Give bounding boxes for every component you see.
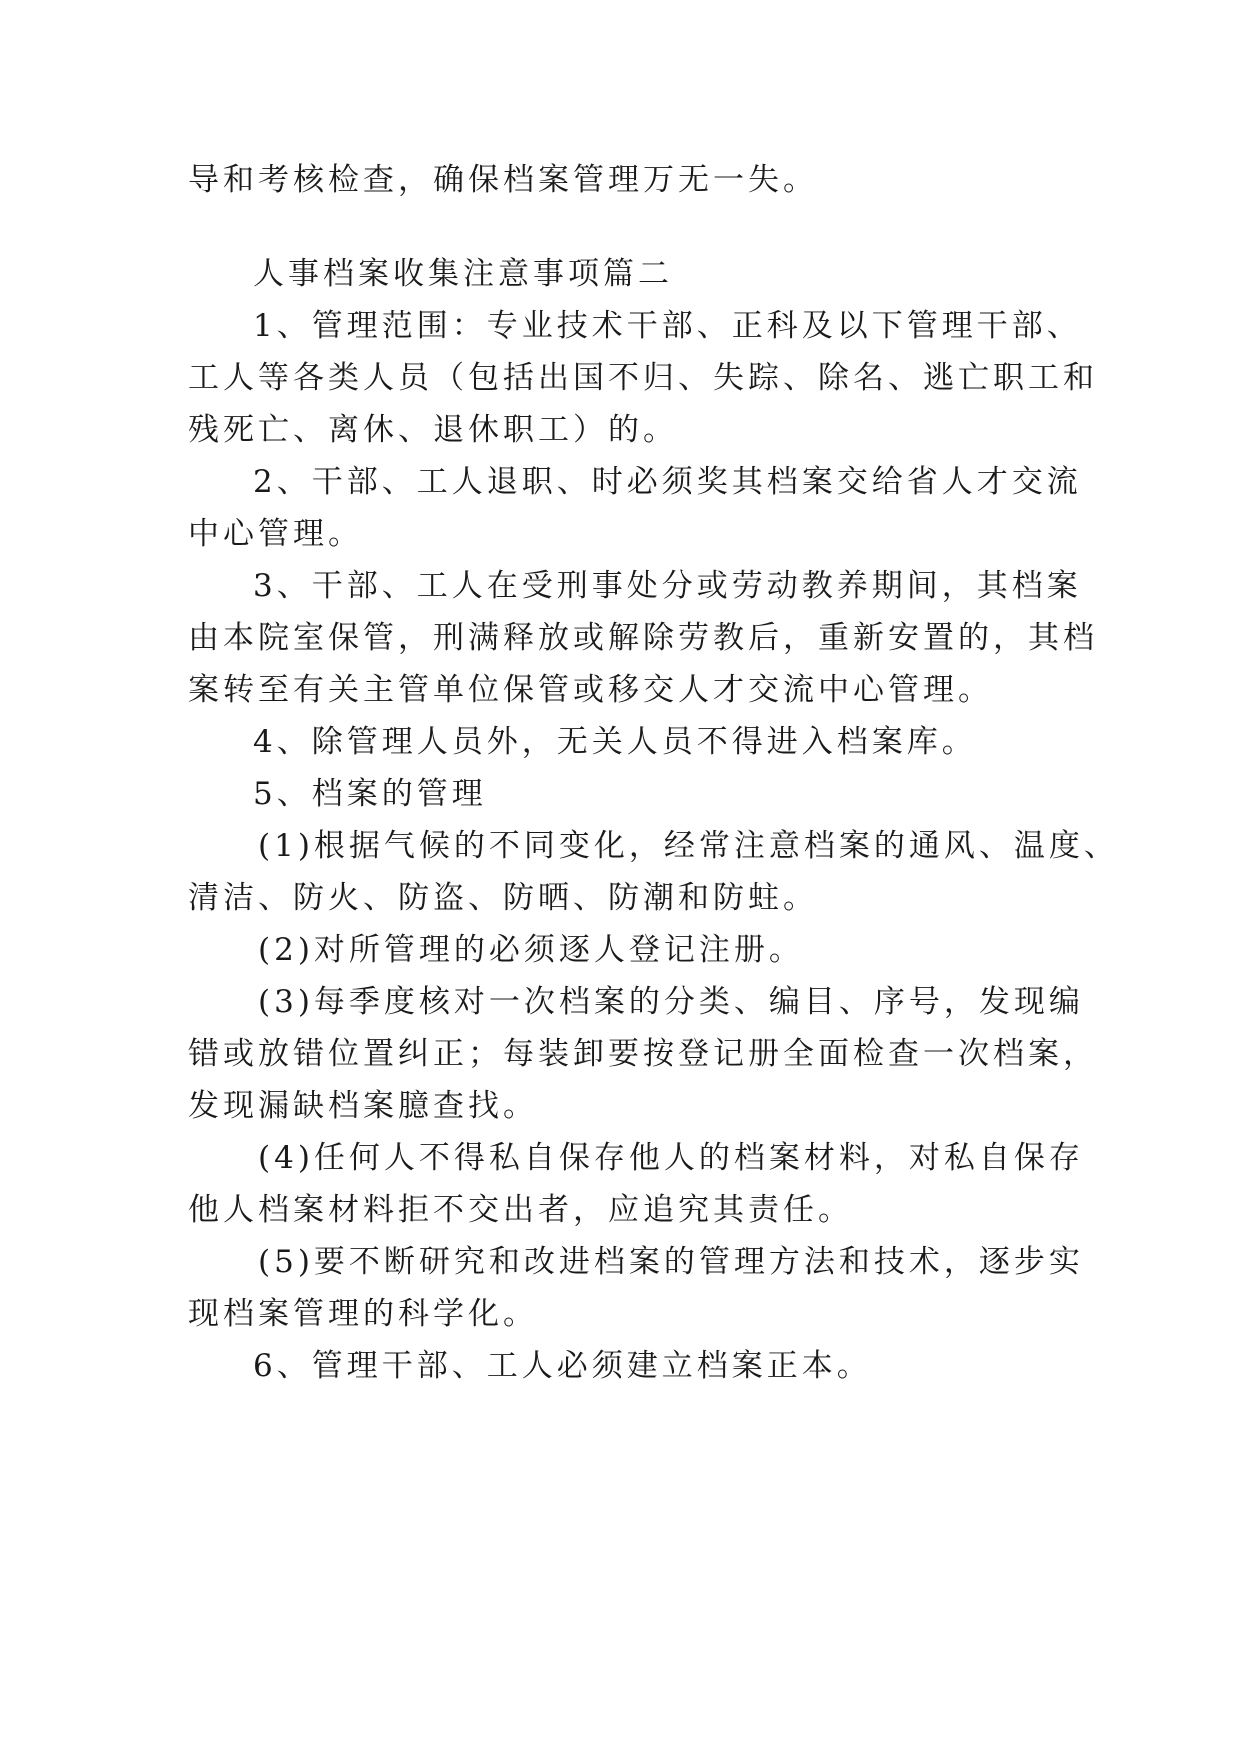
item-1-line-3: 残死亡、离休、退休职工）的。	[188, 412, 678, 448]
item-1-line-2: 工人等各类人员（包括出国不归、失踪、除名、逃亡职工和	[188, 360, 1098, 396]
subitem-5-line-2: 现档案管理的科学化。	[188, 1296, 538, 1332]
item-3-line-2: 由本院室保管，刑满释放或解除劳教后，重新安置的，其档	[188, 620, 1098, 656]
paragraph-continuation: 导和考核检查，确保档案管理万无一失。	[188, 162, 818, 198]
subitem-1-line-1: (1)根据气候的不同变化，经常注意档案的通风、温度、	[258, 828, 1119, 864]
item-3-line-3: 案转至有关主管单位保管或移交人才交流中心管理。	[188, 672, 993, 708]
section-heading: 人事档案收集注意事项篇二	[253, 256, 673, 292]
subitem-4-line-1: (4)任何人不得私自保存他人的档案材料，对私自保存	[258, 1140, 1084, 1176]
item-5-heading: 5、档案的管理	[253, 776, 487, 812]
item-6-line-1: 6、管理干部、工人必须建立档案正本。	[253, 1348, 872, 1384]
item-3-line-1: 3、干部、工人在受刑事处分或劳动教养期间，其档案	[253, 568, 1082, 604]
subitem-1-line-2: 清洁、防火、防盗、防晒、防潮和防蛀。	[188, 880, 818, 916]
item-2-line-1: 2、干部、工人退职、时必须奖其档案交给省人才交流	[253, 464, 1082, 500]
subitem-4-line-2: 他人档案材料拒不交出者，应追究其责任。	[188, 1192, 853, 1228]
subitem-2-line-1: (2)对所管理的必须逐人登记注册。	[258, 932, 804, 968]
item-2-line-2: 中心管理。	[188, 516, 363, 552]
subitem-3-line-2: 错或放错位置纠正；每装卸要按登记册全面检查一次档案，	[188, 1036, 1098, 1072]
item-4-line-1: 4、除管理人员外，无关人员不得进入档案库。	[253, 724, 977, 760]
subitem-5-line-1: (5)要不断研究和改进档案的管理方法和技术，逐步实	[258, 1244, 1084, 1280]
subitem-3-line-3: 发现漏缺档案臆查找。	[188, 1088, 538, 1124]
subitem-3-line-1: (3)每季度核对一次档案的分类、编目、序号，发现编	[258, 984, 1084, 1020]
item-1-line-1: 1、管理范围：专业技术干部、正科及以下管理干部、	[253, 308, 1082, 344]
